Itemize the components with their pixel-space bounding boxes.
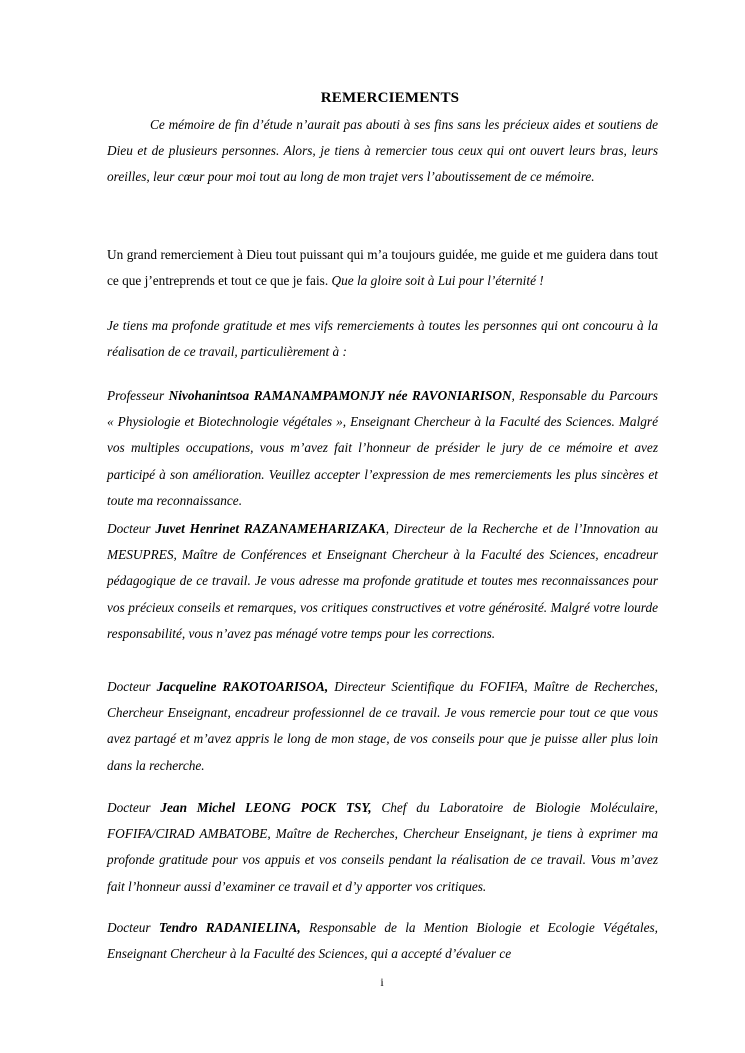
acknowledgement-professional-supervisor: [107, 674, 658, 779]
god-thanks-closing: Que la gloire soit à Lui pour l’éternité !: [331, 273, 544, 289]
title-prefix: Docteur: [107, 920, 159, 935]
page-number: i: [380, 975, 384, 989]
page-title: REMERCIEMENTS: [320, 90, 460, 106]
god-thanks-text: Un grand remerciement à Dieu tout puissant qui m’a toujours guidée, me guide et me guidera dans tout ce que j’entreprends et tout ce que je fais.: [107, 247, 658, 289]
acknowledgement-text: , Directeur de la Recherche et de l’Innovation au MESUPRES, Maître de Conférences et Enseignant Chercheur à la Faculté des Sciences, encadreur pédagogique de ce travail. Je vous adresse ma profonde gratitude et toutes mes reconnaissances pour vos précieux conseils et remarques, vos critiques constructives et votre générosité. Malgré votre lourde responsabilité, vous n’avez pas ménagé votre temps pour les corrections.: [107, 521, 658, 641]
acknowledgement-text: , Responsable du Parcours « Physiologie et Biotechnologie végétales », Enseignant Chercheur à la Faculté des Sciences. Malgré vos multiples occupations, vous m’avez fait l’honneur de présider le jury de ce mémoire et avez participé à son amélioration. Veuillez accepter l’expression de mes remerciements les plus sincères et toute ma reconnaissance.: [107, 388, 658, 508]
acknowledgement-supervisor: [107, 516, 658, 647]
title-prefix: Professeur: [107, 388, 169, 403]
acknowledgement-text: Directeur Scientifique du FOFIFA, Maître de Recherches, Chercheur Enseignant, encadreur professionnel de ce travail. Je vous remercie pour tout ce que vous avez partagé et m’avez appris le long de mon stage, de vos conseils pour que je puisse aller plus loin dans la recherche.: [107, 679, 658, 773]
acknowledgement-text: Responsable de la Mention Biologie et Ecologie Végétales, Enseignant Chercheur à la Faculté des Sciences, qui a accepté d’évaluer ce: [107, 920, 658, 962]
acknowledgement-president: [107, 383, 658, 514]
acknowledgement-examiner: [107, 915, 658, 967]
gratitude-paragraph: Je tiens ma profonde gratitude et mes vifs remerciements à toutes les personnes qui ont concouru à la réalisation de ce travail, particulièrement à :: [107, 318, 658, 360]
title-prefix: Docteur: [107, 800, 161, 815]
person-name: Jean Michel LEONG POCK TSY,: [160, 800, 372, 815]
title-prefix: Docteur: [107, 521, 156, 536]
person-name: Jacqueline RAKOTOARISOA,: [156, 679, 329, 694]
acknowledgement-text: Chef du Laboratoire de Biologie Moléculaire, FOFIFA/CIRAD AMBATOBE, Maître de Recherches, Chercheur Enseignant, je tiens à exprimer ma profonde gratitude pour vos appuis et vos conseils pendant la réalisation de ce travail. Vous m’avez fait l’honneur aussi d’examiner ce travail et d’y apporter vos critiques.: [107, 800, 658, 894]
person-name: Tendro RADANIELINA,: [158, 920, 301, 935]
acknowledgement-lab-chief: [107, 795, 658, 900]
person-name: Juvet Henrinet RAZANAMEHARIZAKA: [155, 521, 386, 536]
title-prefix: Docteur: [107, 679, 157, 694]
person-name: Nivohanintsoa RAMANAMPAMONJY née RAVONIARISON: [168, 388, 512, 403]
god-thanks-paragraph: [107, 242, 658, 294]
intro-paragraph: Ce mémoire de fin d’étude n’aurait pas abouti à ses fins sans les précieux aides et soutiens de Dieu et de plusieurs personnes. Alors, je tiens à remercier tous ceux qui ont ouvert leurs bras, leurs oreilles, leur cœur pour moi tout au long de mon trajet vers l’aboutissement de ce mémoire.: [107, 117, 658, 185]
